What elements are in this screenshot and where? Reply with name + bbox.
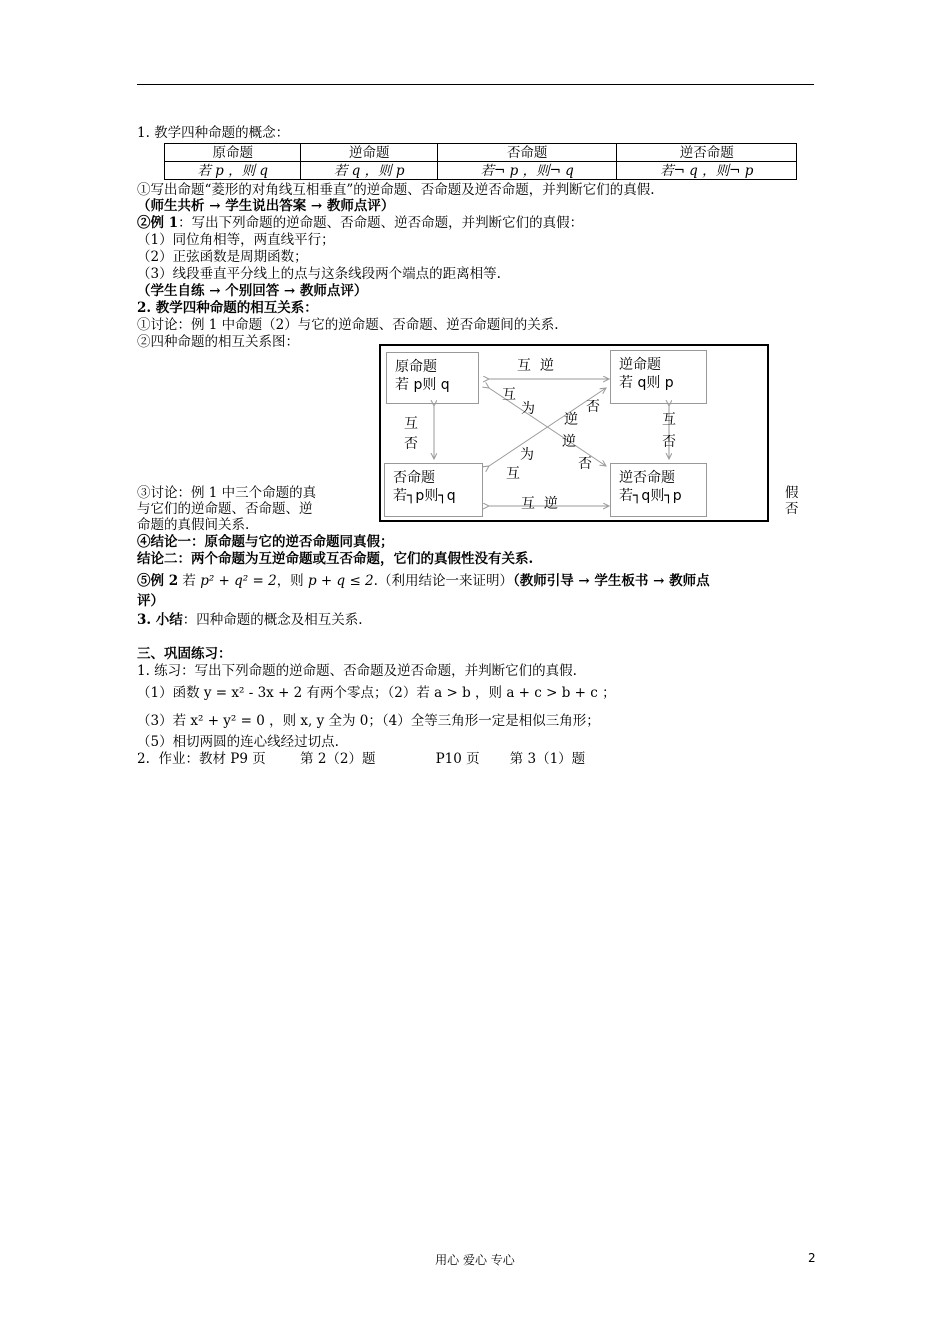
box-title: 否命题 bbox=[393, 470, 435, 486]
page-footer: 用心 爱心 专心 bbox=[435, 1253, 515, 1267]
label-mutual-converse-bottom: 互 逆 bbox=[521, 496, 558, 512]
section-4-heading: 三、巩固练习： bbox=[137, 646, 232, 662]
example-2-condition: p² + q² = 2 bbox=[200, 573, 277, 589]
exercise-instruction: 1. 练习：写出下列命题的逆命题、否命题及逆否命题，并判断它们的真假. bbox=[137, 663, 577, 679]
example-2-label: ⑤例 2 bbox=[137, 573, 179, 589]
section-3 bbox=[137, 612, 363, 628]
label-left-hu: 互 bbox=[404, 416, 418, 432]
box-inverse-proposition bbox=[384, 463, 483, 517]
box-contrapositive-proposition bbox=[610, 463, 707, 517]
label-diag-wei-2: 为 bbox=[520, 447, 534, 463]
example-2-note: .（利用结论一来证明） bbox=[373, 573, 513, 589]
example-1-item: （1）同位角相等，两直线平行； bbox=[137, 232, 335, 248]
example-2-method: （教师引导 → 学生板书 → 教师点 bbox=[512, 573, 710, 589]
conclusion-2: 结论二：两个命题为互逆命题或互否命题，它们的真假性没有关系. bbox=[137, 551, 534, 567]
section-1-method-2: （学生自练 → 个别回答 → 教师点评） bbox=[137, 283, 368, 299]
table-header-cell: 否命题 bbox=[437, 144, 617, 162]
box-form: 若 p则 q bbox=[395, 377, 450, 393]
label-mutual-converse-top: 互 逆 bbox=[517, 358, 554, 374]
table-cell: 若¬ p ，则¬ q bbox=[437, 162, 617, 180]
section-3-heading: 3. 小结 bbox=[137, 612, 183, 628]
section-2-item-3-line-3: 命题的真假间关系. bbox=[137, 517, 250, 533]
section-1-item-1: ①写出命题“菱形的对角线互相垂直”的逆命题、否命题及逆否命题，并判断它们的真假. bbox=[137, 182, 655, 198]
table-header-row bbox=[165, 144, 797, 162]
example-1-text: ：写出下列命题的逆命题、否命题、逆否命题，并判断它们的真假： bbox=[178, 215, 584, 231]
exercise-question-5: （5）相切两圆的连心线经过切点. bbox=[137, 734, 339, 750]
label-diag-fou-2: 否 bbox=[578, 456, 592, 472]
section-2-item-1: ①讨论：例 1 中命题（2）与它的逆命题、否命题、逆否命题间的关系. bbox=[137, 317, 559, 333]
table-row bbox=[165, 162, 797, 180]
section-3-text: ：四种命题的概念及相互关系. bbox=[182, 612, 363, 628]
box-title: 逆否命题 bbox=[619, 470, 675, 486]
section-2-item-3-line-2: 与它们的逆命题、否命题、逆 bbox=[137, 501, 313, 517]
table-header-cell: 逆命题 bbox=[301, 144, 437, 162]
page-number: 2 bbox=[808, 1251, 816, 1265]
table-cell: 若 q ，则 p bbox=[301, 162, 437, 180]
section-2-item-3-tail-1: 假 bbox=[785, 485, 799, 501]
label-diag-hu-2: 互 bbox=[506, 466, 520, 482]
box-form: 若 q则 p bbox=[619, 375, 674, 391]
section-1-heading: 1. 教学四种命题的概念： bbox=[137, 125, 290, 141]
table-cell: 若¬ q ，则¬ p bbox=[617, 162, 797, 180]
exercise-questions-3-4: （3）若 x² + y² = 0 ，则 x, y 全为 0；（4）全等三角形一定是相似三角形； bbox=[137, 713, 600, 729]
label-left-fou: 否 bbox=[404, 436, 418, 452]
table-cell: 若 p ，则 q bbox=[165, 162, 301, 180]
label-diag-wei: 为 bbox=[521, 401, 535, 417]
table-header-cell: 逆否命题 bbox=[617, 144, 797, 162]
example-1 bbox=[137, 215, 583, 231]
box-form: 若┐p则┐q bbox=[393, 488, 456, 504]
label-diag-ni-2: 逆 bbox=[562, 434, 576, 450]
box-converse-proposition bbox=[610, 350, 707, 404]
example-2-result: p + q ≤ 2 bbox=[307, 573, 374, 589]
example-2 bbox=[137, 573, 710, 589]
conclusion-1: ④结论一：原命题与它的逆否命题同真假； bbox=[137, 534, 394, 550]
box-title: 原命题 bbox=[395, 359, 437, 375]
section-2-heading: 2. 教学四种命题的相互关系： bbox=[137, 300, 318, 316]
example-2-method-cont: 评） bbox=[137, 593, 164, 609]
label-right-fou: 否 bbox=[662, 434, 676, 450]
example-1-label: ②例 1 bbox=[137, 215, 179, 231]
label-diag-fou: 否 bbox=[586, 399, 600, 415]
example-1-item: （2）正弦函数是周期函数； bbox=[137, 249, 308, 265]
header-rule bbox=[137, 84, 814, 85]
label-diag-hu: 互 bbox=[502, 387, 516, 403]
example-2-then: ，则 bbox=[276, 573, 304, 589]
box-form: 若┐q则┐p bbox=[619, 488, 682, 504]
four-propositions-table bbox=[164, 143, 797, 180]
relationship-diagram bbox=[379, 344, 769, 522]
box-original-proposition bbox=[386, 352, 479, 404]
example-2-if: 若 bbox=[182, 573, 196, 589]
example-1-item: （3）线段垂直平分线上的点与这条线段两个端点的距离相等. bbox=[137, 266, 501, 282]
table-header-cell: 原命题 bbox=[165, 144, 301, 162]
section-2-item-3-line-1: ③讨论：例 1 中三个命题的真 bbox=[137, 485, 317, 501]
section-2-item-3-tail-2: 否 bbox=[785, 501, 799, 517]
label-diag-ni: 逆 bbox=[564, 412, 578, 428]
box-title: 逆命题 bbox=[619, 357, 661, 373]
section-1-method-1: （师生共析 → 学生说出答案 → 教师点评） bbox=[137, 198, 395, 214]
label-right-hu: 互 bbox=[662, 412, 676, 428]
section-2-item-2: ②四种命题的相互关系图： bbox=[137, 334, 299, 350]
exercise-questions-1-2: （1）函数 y = x² - 3x + 2 有两个零点；（2）若 a > b ，则 a + c > b + c ； bbox=[137, 685, 616, 701]
homework: 2. 作业：教材 P9 页 第 2（2）题 P10 页 第 3（1）题 bbox=[137, 751, 586, 767]
